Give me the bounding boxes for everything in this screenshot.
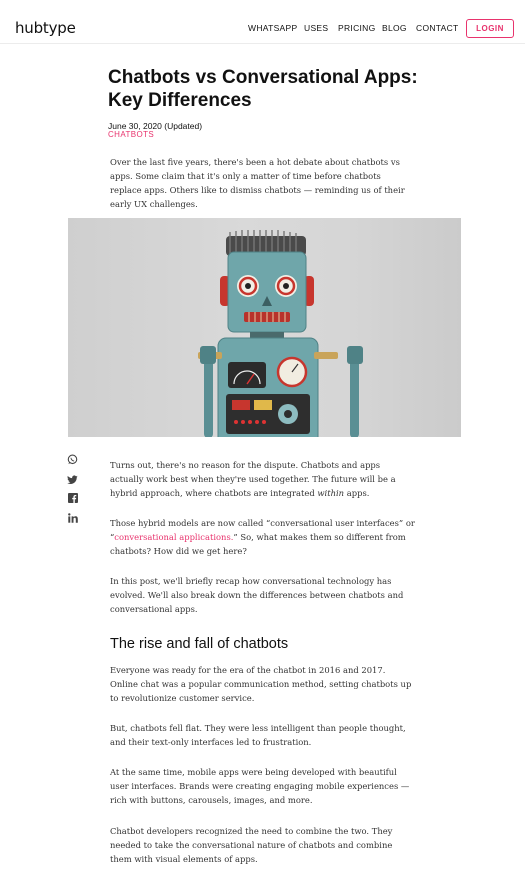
paragraph-2-text: Those hybrid models are now called “conversational user interfaces” or “: [110, 518, 415, 542]
hero-image: [68, 218, 461, 437]
twitter-icon: [67, 475, 78, 485]
paragraph-2: [110, 516, 415, 558]
facebook-icon: [68, 493, 78, 503]
site-header: [0, 0, 525, 44]
paragraph-4: Everyone was ready for the era of the chatbot in 2016 and 2017. Online chat was a popular communication method, setting chatbots up to revolutionize customer service.: [110, 665, 412, 703]
nav-pricing[interactable]: PRICING: [338, 23, 376, 33]
linkedin-share[interactable]: [67, 512, 78, 523]
paragraph-2-end: ” So, what makes them so different from chatbots? How did we get here?: [110, 532, 406, 556]
linkedin-icon: [68, 513, 78, 523]
intro-paragraph: Over the last five years, there's been a hot debate about chatbots vs apps. Some claim that it's only a matter of time before chatbots replace apps. Others like to dismiss chatbots — reminding us of their early UX challenges.: [110, 157, 405, 209]
nav-uses[interactable]: USES: [304, 23, 329, 33]
paragraph-1-emphasis: within: [317, 488, 345, 498]
article-category[interactable]: CHATBOTS: [108, 130, 155, 139]
robot-illustration: [68, 218, 461, 437]
paragraph-1-end: apps.: [344, 488, 370, 498]
nav-contact[interactable]: CONTACT: [416, 23, 459, 33]
paragraph-7: Chatbot developers recognized the need to combine the two. They needed to take the conversational nature of chatbots and combine them with visual elements of apps.: [110, 826, 393, 864]
whatsapp-share[interactable]: [67, 454, 78, 465]
paragraph-6: At the same time, mobile apps were being developed with beautiful user interfaces. Brands were creating engaging mobile experiences — rich with buttons, carousels, images, and more.: [110, 767, 410, 805]
article-date: June 30, 2020 (Updated): [108, 121, 203, 131]
section-heading: The rise and fall of chatbots: [110, 636, 289, 652]
paragraph-1: [110, 458, 415, 500]
paragraph-5: But, chatbots fell flat. They were less intelligent than people thought, and their text-only interfaces led to frustration.: [110, 723, 406, 747]
nav-whatsapp[interactable]: WHATSAPP: [248, 23, 298, 33]
conversational-applications-link[interactable]: conversational applications.: [114, 532, 234, 542]
hubtype-logo[interactable]: hubtype: [15, 19, 76, 37]
nav-blog[interactable]: BLOG: [382, 23, 407, 33]
login-button[interactable]: LOGIN: [466, 19, 514, 38]
paragraph-3: In this post, we'll briefly recap how conversational technology has evolved. We'll also break down the differences between chatbots and conversational apps.: [110, 576, 404, 614]
paragraph-1-text: Turns out, there's no reason for the dispute. Chatbots and apps actually work best when they're used together. The future will be a hybrid approach, where chatbots are integrated: [110, 460, 396, 498]
twitter-share[interactable]: [67, 474, 78, 485]
facebook-share[interactable]: [67, 492, 78, 503]
article-title: Chatbots vs Conversational Apps: Key Differences: [108, 67, 418, 111]
whatsapp-icon: [67, 454, 78, 465]
